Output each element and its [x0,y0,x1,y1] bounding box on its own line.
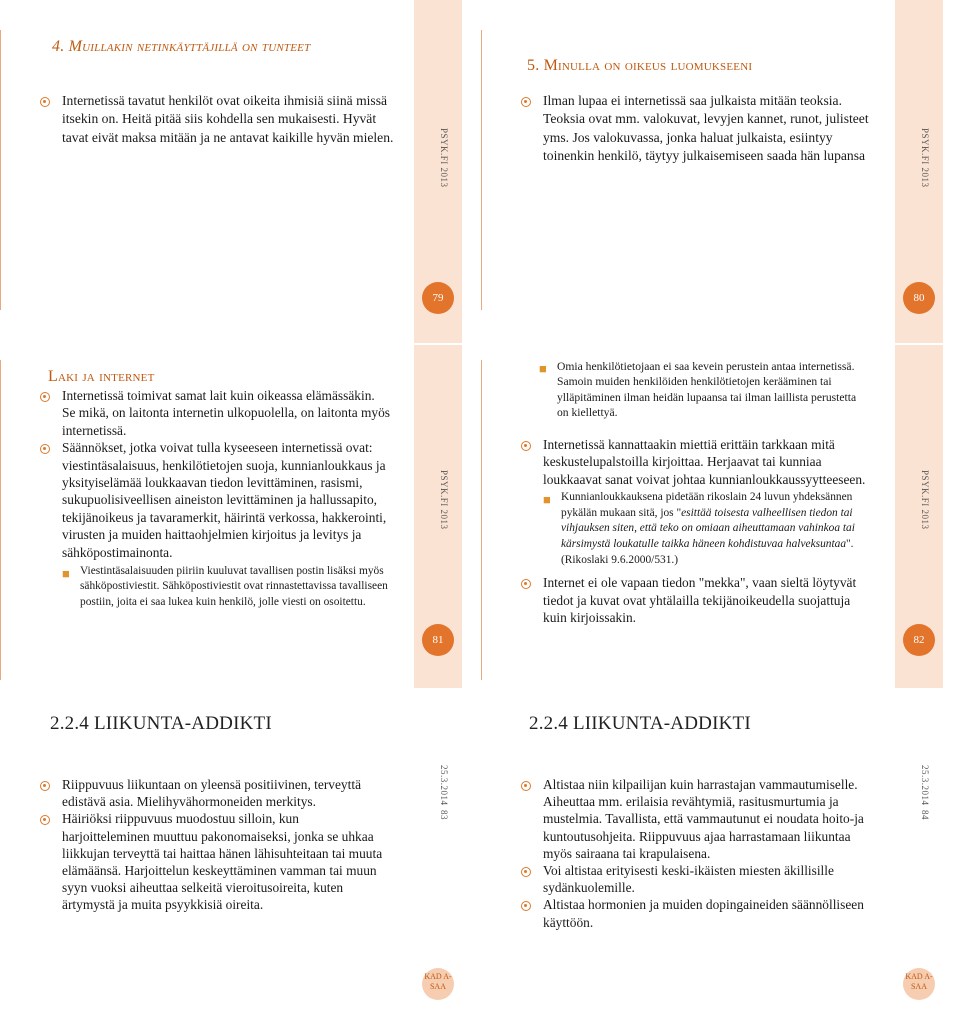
slide-title: 2.2.4 LIIKUNTA-ADDIKTI [529,713,751,734]
list-item: ■ Omia henkilötietojaan ei saa kevein perustein antaa internetissä. Samoin muiden henkilöiden henkilötietojen kerääminen tai ylläpitäminen ilman heidän lupaansa tai ilman laillista perustetta on kiellettyä. [539,360,857,420]
bullet-icon [521,97,531,107]
list-item: Internetissä kannattaakin miettiä erittäin tarkkaan mitä keskustelupalstoilla kirjoittaa. Herjaavat tai kunniaa loukkaavat sanat voivat johtaa kunnianloukkaussyytteeseen. ■ Kunnianloukkauksena pidetään rikoslain 24 luvun yhdeksännen pykälän mukaan sitä, jos "esittää toisesta valheellisen tiedon tai vihjauksen siten, että teko on omiaan aiheuttamaan vahinkoa tai kärsimystä loukatulle taikka häneen kohdistuvaa halveksuntaa". (Rikoslaki 9.6.2000/531.) [521,436,871,568]
side-caption: PSYK.FI 2013 [920,128,930,188]
bullet-icon [40,815,50,825]
slide-83 [0,690,478,1033]
sub-bullet-icon: ■ [62,566,70,582]
bullet-list [521,92,871,165]
slide-82 [481,345,959,688]
bullet-icon [521,901,531,911]
slide-border [481,360,482,680]
bullet-icon [521,867,531,877]
slide-title: Laki ja internet [48,368,155,385]
date-caption: 25.3.2014 [920,765,930,806]
slide-80 [481,0,959,343]
slide-title: 2.2.4 LIIKUNTA-ADDIKTI [50,713,272,734]
page-number-badge: 80 [903,282,935,314]
side-caption: PSYK.FI 2013 [439,470,449,530]
sub-bullet-icon: ■ [539,361,547,376]
sub-bullet-list [543,490,871,568]
logo-badge: KAD A- SAA [903,968,935,1000]
logo-badge: KAD A- SAA [422,968,454,1000]
list-item: Riippuvuus liikuntaan on yleensä positiivinen, terveyttä edistävä asia. Mielihyvähormoneiden merkitys. [40,776,390,810]
slide-number-caption: 84 [920,810,930,820]
bullet-icon [521,781,531,791]
list-item: ■ Kunnianloukkauksena pidetään rikoslain 24 luvun yhdeksännen pykälän mukaan sitä, jos "esittää toisesta valheellisen tiedon tai vihjauksen siten, että teko on omiaan aiheuttamaan vahinkoa tai kärsimystä loukatulle taikka häneen kohdistuvaa halveksuntaa". (Rikoslaki 9.6.2000/531.) [543,491,855,566]
bullet-list [521,776,871,931]
sub-bullet-list [539,359,869,421]
bullet-icon [521,579,531,589]
list-item: Altistaa hormonien ja muiden dopingaineiden säännölliseen käyttöön. [521,896,871,930]
date-caption: 25.3.2014 [439,765,449,806]
bullet-icon [521,441,531,451]
sub-bullet-icon: ■ [543,492,551,508]
bullet-icon [40,97,50,107]
bullet-icon [40,444,50,454]
bullet-list [40,776,390,914]
list-item: ■ Viestintäsalaisuuden piiriin kuuluvat tavallisen postin lisäksi myös sähköpostiviestit. Sähköpostiviestit ovat rinnastettavissa tavalliseen postiin, joita ei saa lukea kuin henkilö, jolle viesti on osoitettu. [62,565,388,608]
slide-border [0,30,1,310]
bullet-icon [40,392,50,402]
slide-81 [0,345,478,688]
slide-border [0,360,1,680]
list-item: Säännökset, jotka voivat tulla kyseeseen internetissä ovat: viestintäsalaisuus, henkilötietojen suoja, kunnianloukkaus ja yksityiselämää loukkaavan tiedon levittäminen, rasismi, sukupuolisiveellisen aineiston levittäminen ja hallussapito, tekijänoikeus ja tavaramerkit, häirintä verkossa, hakkerointi, virusten ja muiden haittaohjelmien kirjoitus ja levitys ja sähköpostimainonta. ■ Viestintäsalaisuuden piiriin kuuluvat tavallisen postin lisäksi myös sähköpostiviestit. Sähköpostiviestit ovat rinnastettavissa tavalliseen postiin, joita ei saa lukea kuin henkilö, jolle viesti on osoitettu. [40,439,390,610]
bullet-list [40,92,400,147]
bullet-icon [40,781,50,791]
list-item: Ilman lupaa ei internetissä saa julkaista mitään teoksia. Teoksia ovat mm. valokuvat, levyjen kannet, runot, julisteet yms. Jos valokuvassa, jonka haluat julkaista, esiintyy toinenkin henkilö, täytyy julkaisemiseen saada hän lupansa [521,92,871,165]
bullet-list [40,387,390,610]
slide-title: 5. Minulla on oikeus luomukseeni [527,57,753,74]
slide-number-caption: 83 [439,810,449,820]
page-number-badge: 82 [903,624,935,656]
page-number-badge: 81 [422,624,454,656]
bullet-list [521,436,871,626]
list-item: Internetissä toimivat samat lait kuin oikeassa elämässäkin. Se mikä, on laitonta internetin ulkopuolella, on laitonta myös internetissä. [40,387,390,439]
slide-79 [0,0,478,343]
list-item: Voi altistaa erityisesti keski-ikäisten miesten äkillisille sydänkuolemille. [521,862,871,896]
list-item: Internet ei ole vapaan tiedon "mekka", vaan sieltä löytyvät tiedot ja kuvat ovat yhtälailla tekijänoikeudella suojattuja kuin kirjoissakin. [521,574,871,626]
slide-border [481,30,482,310]
list-item: Altistaa niin kilpailijan kuin harrastajan vammautumiselle. Aiheuttaa mm. erilaisia revähtymiä, rasitusmurtumia ja mustelmia. Tavallista, että vammautunut ei noudata hoito-ja kuntoutusohjeita. Riippuvuus ajaa harrastamaan liikuntaa myös sairaana tai krapulaisena. [521,776,871,862]
page-number-badge: 79 [422,282,454,314]
slide-title: 4. Muillakin netinkäyttäjillä on tunteet [52,38,311,55]
side-caption: PSYK.FI 2013 [920,470,930,530]
slide-84 [481,690,959,1033]
list-item: Häiriöksi riippuvuus muodostuu silloin, kun harjoitteleminen muuttuu pakonomaiseksi, jonka se uhkaa liikkujan terveyttä tai haittaa hänen lähisuhteitaan tai muuta elämäänsä. Harjoittelun keskeyttäminen vamman tai muun syyn vuoksi aiheuttaa selkeitä vieroitusoireita, kuten ärtymystä ja muita psyykkisiä oireita. [40,810,390,913]
sub-bullet-list [62,564,390,610]
side-caption: PSYK.FI 2013 [439,128,449,188]
list-item: Internetissä tavatut henkilöt ovat oikeita ihmisiä siinä missä itsekin on. Heitä pitää siis kohdella sen mukaisesti. Hyvät tavat eivät maksa mitään ja ne antavat kaikille hyvän mielen. [40,92,400,147]
